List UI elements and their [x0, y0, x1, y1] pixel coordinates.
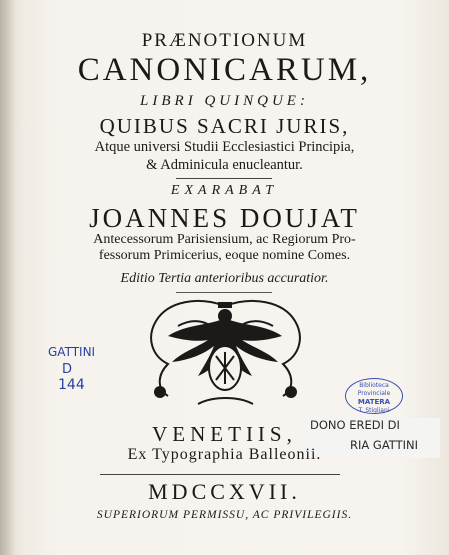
- divider-rule-3: [100, 474, 340, 475]
- imprint-printer: Ex Typographia Balleonii.: [127, 446, 322, 463]
- title-line-1: PRÆNOTIONUM: [141, 30, 308, 51]
- library-stamp: [345, 378, 403, 414]
- title-line-5: Atque universi Studii Ecclesiastici Principia,: [94, 139, 355, 155]
- edition-line: Editio Tertia anterioribus accuratior.: [120, 271, 329, 286]
- imprint-city: VENETIIS,: [152, 422, 297, 446]
- shelfmark-line-1: GATTINI: [48, 345, 96, 359]
- donation-line-1: DONO EREDI DI: [310, 418, 400, 432]
- title-line-6: & Adminicula enucleantur.: [146, 157, 303, 173]
- divider-rule: [176, 178, 272, 179]
- title-line-2: CANONICARUM,: [77, 52, 372, 88]
- imprint-year: MDCCXVII.: [148, 479, 301, 504]
- author-title-line-1: Antecessorum Parisiensium, ac Regiorum Pro-: [93, 232, 356, 247]
- title-line-4: QUIBUS SACRI JURIS,: [99, 114, 350, 138]
- title-line-3: LIBRI QUINQUE:: [140, 93, 309, 109]
- author-title-line-2: fessorum Primicerius, eoque nomine Comes.: [98, 248, 351, 263]
- donation-line-2: RIA GATTINI: [350, 438, 419, 452]
- divider-rule-2: [176, 292, 272, 293]
- stamp-text-3: T. Stigliani: [358, 407, 390, 414]
- privilege-line: SUPERIORUM PERMISSU, AC PRIVILEGIIS.: [96, 509, 353, 521]
- shelfmark-line-3: 144: [58, 377, 85, 393]
- stamp-text-2: MATERA: [357, 398, 391, 406]
- shelfmark-line-2: D: [62, 362, 73, 377]
- printer-device-ornament: [138, 296, 313, 411]
- author-name: JOANNES DOUJAT: [89, 203, 360, 233]
- stamp-text-1: Biblioteca Provinciale: [357, 382, 391, 397]
- exarabat-line: EXARABAT: [170, 183, 279, 198]
